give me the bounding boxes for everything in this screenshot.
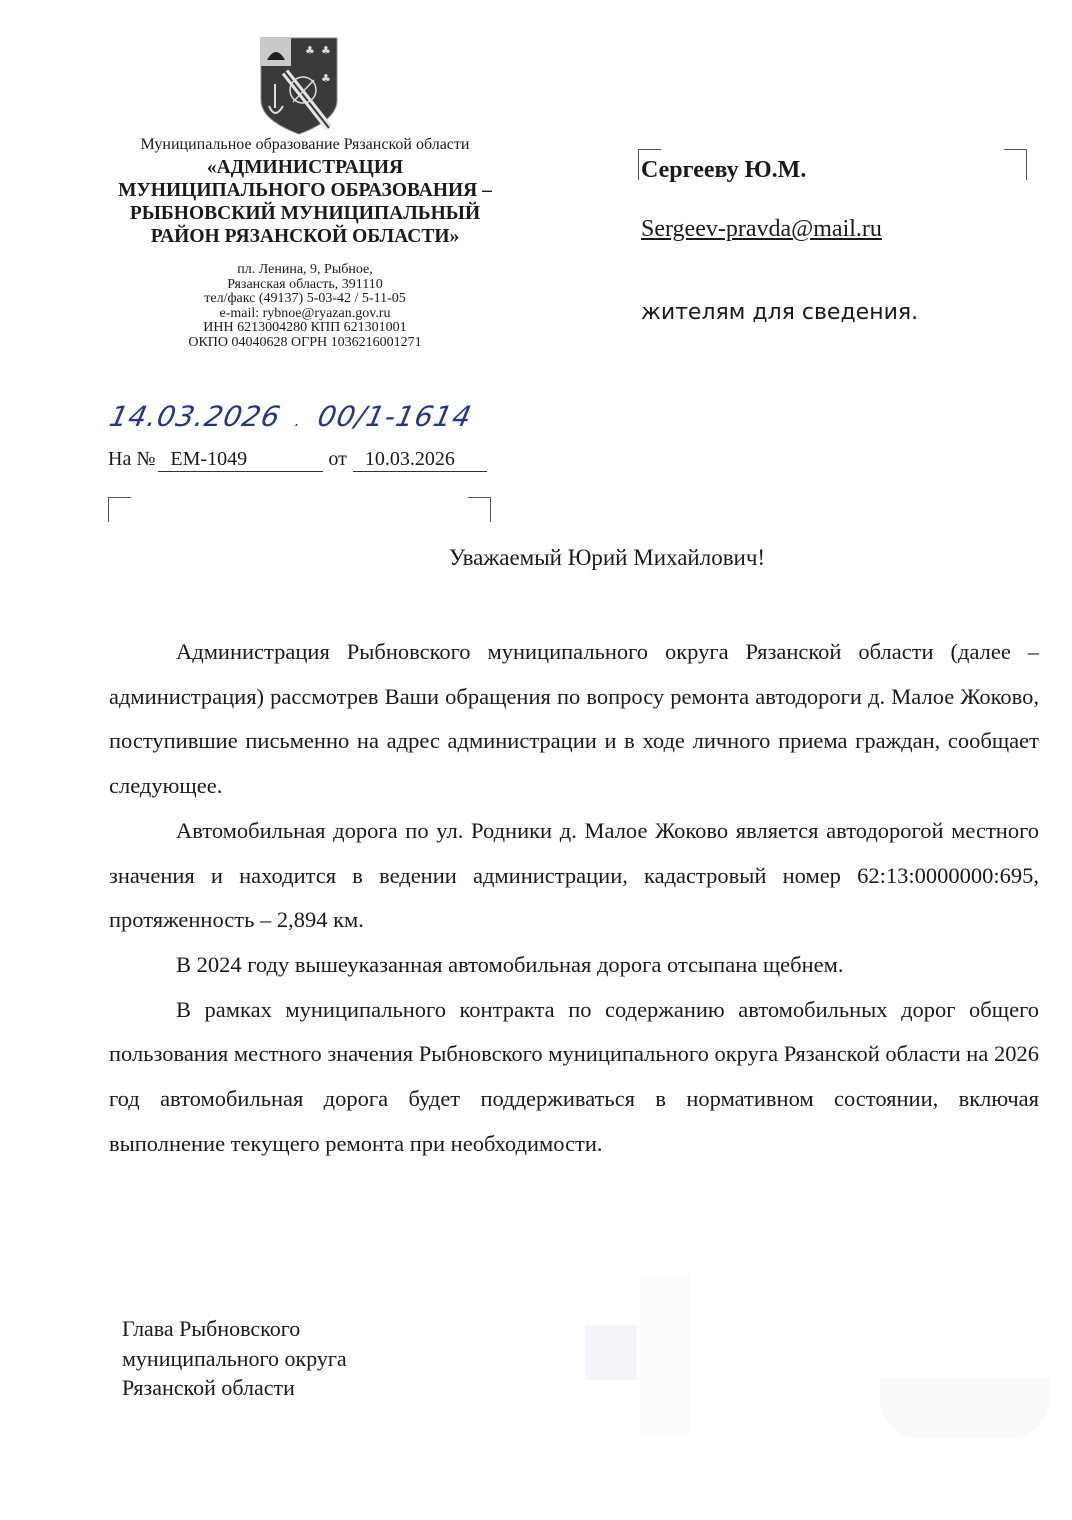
letterhead-title-line: РАЙОН РЯЗАНСКОЙ ОБЛАСТИ» xyxy=(150,226,460,247)
ref-date: 10.03.2026 xyxy=(353,447,487,472)
coat-of-arms-icon xyxy=(259,36,339,136)
svg-text:♣: ♣ xyxy=(305,44,315,57)
letterhead-title-line: РЫБНОВСКИЙ МУНИЦИПАЛЬНЫЙ xyxy=(129,203,481,224)
letter-body xyxy=(109,630,1039,1166)
subject-corner-right xyxy=(468,497,491,522)
body-paragraph: В рамках муниципального контракта по содержанию автомобильных дорог общего пользования местного значения Рыбновского муниципального округа Рязанской области на 2026 год автомобильная дорога будет поддерживаться в нормативном состоянии, включая выполнение текущего ремонта при необходимости. xyxy=(109,996,1039,1156)
signature-line: муниципального округа xyxy=(122,1345,347,1371)
letterhead-subtitle: Муниципальное образование Рязанской области xyxy=(140,136,470,153)
body-paragraph: Администрация Рыбновского муниципального округа Рязанской области (далее – администрация) рассмотрев Ваши обращения по вопросу ремонта автодороги д. Малое Жоково, поступившие письменно на адрес администрации и в ходе личного приема граждан, сообщает следующее. xyxy=(109,639,1039,799)
recipient-name: Сергееву Ю.М. xyxy=(641,157,807,183)
handwritten-separator: . xyxy=(293,411,304,430)
letterhead-title xyxy=(100,156,510,248)
body-paragraph: Автомобильная дорога по ул. Родники д. Малое Жоково является автодорогой местного значения и находится в ведении администрации, кадастровый номер 62:13:0000000:695, протяженность – 2,894 км. xyxy=(109,817,1039,933)
address-line: пл. Ленина, 9, Рыбное, xyxy=(237,262,373,277)
address-email[interactable]: e-mail: rybnoe@ryazan.gov.ru xyxy=(219,305,391,321)
recipient-note: жителям для сведения. xyxy=(641,300,919,325)
letterhead-address xyxy=(150,263,460,351)
reference-line xyxy=(108,447,487,472)
letterhead-title-line: МУНИЦИПАЛЬНОГО ОБРАЗОВАНИЯ – xyxy=(118,180,492,201)
handwritten-registration xyxy=(106,400,475,433)
address-line: ИНН 6213004280 КПП 621301001 xyxy=(203,320,407,336)
signature-line: Рязанской области xyxy=(122,1375,295,1400)
recipient-email-link[interactable]: Sergeev-pravda@mail.ru xyxy=(641,216,882,242)
handwritten-date: 14.03.2026 xyxy=(106,400,284,433)
redacted-name-area xyxy=(880,1378,1050,1438)
ref-prefix: На № xyxy=(108,448,156,470)
svg-text:♣: ♣ xyxy=(321,72,331,85)
signature-line: Глава Рыбновского xyxy=(122,1316,301,1341)
address-line: тел/факс (49137) 5-03-42 / 5-11-05 xyxy=(204,291,406,307)
svg-text:♣: ♣ xyxy=(321,44,331,57)
recipient-corner-right xyxy=(1004,149,1027,180)
address-line: Рязанская область, 391110 xyxy=(227,276,383,292)
ref-from-label: от xyxy=(328,448,347,470)
body-paragraph: В 2024 году вышеуказанная автомобильная дорога отсыпана щебнем. xyxy=(176,951,844,977)
address-line: ОКПО 04040628 ОГРН 1036216001271 xyxy=(188,334,422,350)
redacted-signature-area xyxy=(585,1325,637,1380)
subject-corner-left xyxy=(108,497,131,522)
ref-number: ЕМ-1049 xyxy=(158,447,323,472)
redacted-signature-area xyxy=(640,1275,690,1435)
signature-block xyxy=(122,1314,347,1403)
letterhead-title-line: «АДМИНИСТРАЦИЯ xyxy=(206,157,404,178)
handwritten-number: 00/1-1614 xyxy=(314,400,476,433)
greeting: Уважаемый Юрий Михайлович! xyxy=(448,545,766,570)
